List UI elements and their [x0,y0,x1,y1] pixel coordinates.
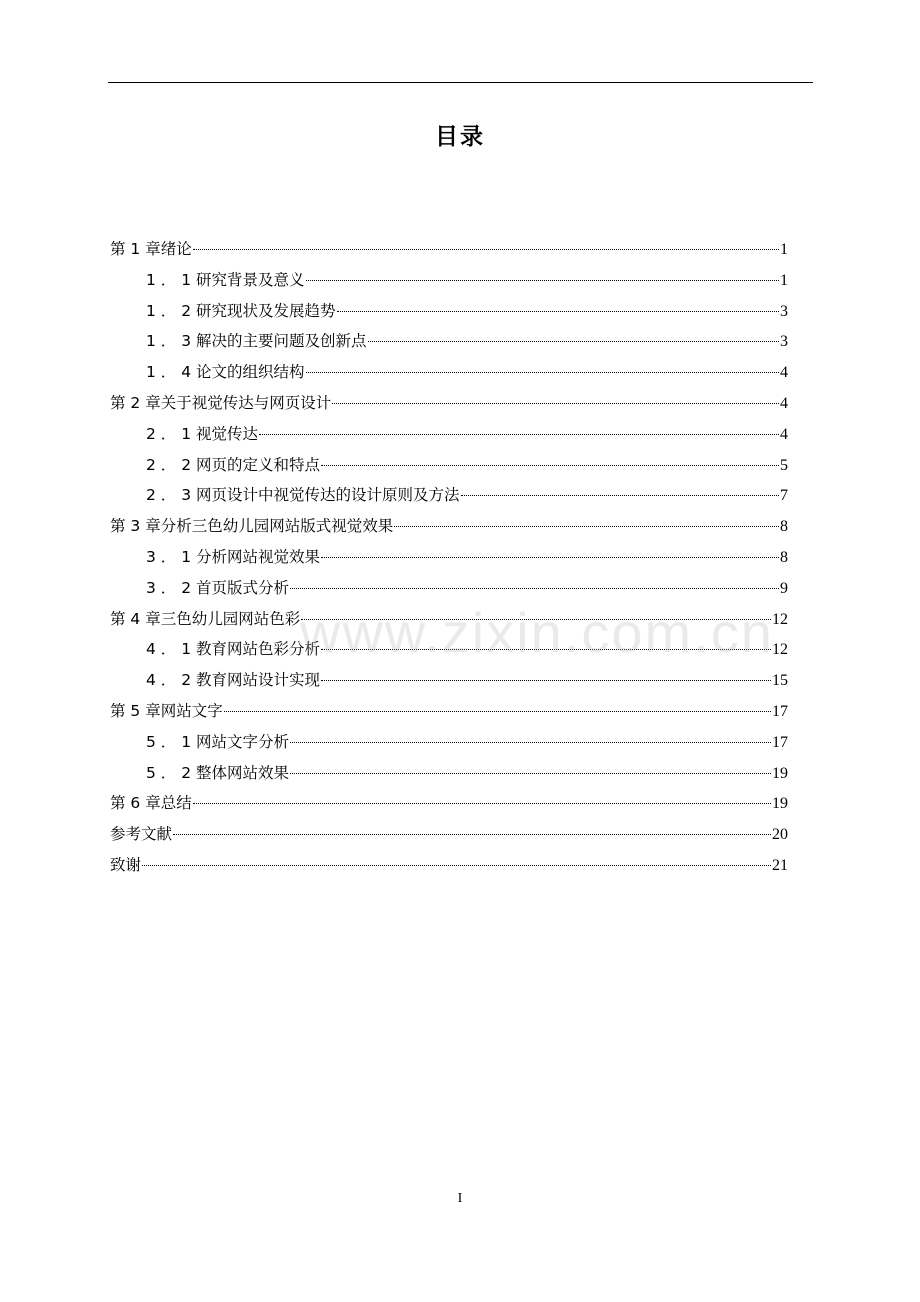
toc-dot-leader [337,311,779,312]
toc-entry[interactable] [110,480,788,511]
toc-entry-page: 15 [772,672,788,690]
toc-entry[interactable] [110,326,788,357]
toc-entry[interactable] [110,450,788,481]
toc-entry-text: 5 ． 1 网站文字分析 [146,732,290,751]
toc-entry-text: 1 ． 1 研究背景及意义 [146,270,305,289]
toc-entry[interactable] [110,357,788,388]
toc-entry-text: 4 ． 2 教育网站设计实现 [146,671,321,690]
toc-entry[interactable] [110,727,788,758]
toc-dot-leader [290,742,771,743]
toc-dot-leader [259,434,779,435]
toc-dot-leader [321,557,779,558]
toc-entry-page: 8 [780,548,788,566]
toc-entry-text: 第 5 章网站文字 [110,701,223,720]
toc-dot-leader [290,588,779,589]
toc-entry[interactable] [110,696,788,727]
toc-entry-text: 第 6 章总结 [110,794,192,813]
toc-entry-page: 8 [780,518,788,536]
toc-entry-page: 1 [780,271,788,289]
page-title: 目录 [435,124,485,150]
table-of-contents [110,234,788,881]
toc-entry-page: 1 [780,241,788,258]
toc-entry-page: 12 [772,641,788,659]
toc-entry-page: 17 [772,702,788,720]
toc-dot-leader [290,773,771,774]
toc-entry[interactable] [110,542,788,573]
toc-dot-leader [394,526,779,527]
toc-entry-page: 20 [772,826,788,844]
toc-entry[interactable] [110,758,788,789]
toc-entry-text: 参考文献 [110,825,173,844]
toc-entry[interactable] [110,634,788,665]
toc-entry-text: 1 ． 4 论文的组织结构 [146,363,305,382]
toc-dot-leader [142,865,771,866]
toc-entry-text: 4 ． 1 教育网站色彩分析 [146,640,321,659]
toc-entry-page: 19 [772,795,788,813]
toc-entry[interactable] [110,265,788,296]
toc-entry-text: 第 2 章关于视觉传达与网页设计 [110,393,332,412]
toc-entry-text: 致谢 [110,855,142,874]
toc-dot-leader [173,834,771,835]
toc-dot-leader [306,372,779,373]
toc-entry-page: 17 [772,733,788,751]
toc-entry-page: 3 [780,302,788,320]
toc-dot-leader [321,649,771,650]
toc-entry[interactable] [110,388,788,419]
toc-entry-text: 2 ． 3 网页设计中视觉传达的设计原则及方法 [146,486,460,505]
toc-entry-page: 19 [772,764,788,782]
toc-entry-page: 4 [780,394,788,412]
toc-entry-text: 1 ． 2 研究现状及发展趋势 [146,301,336,320]
toc-entry-page: 3 [780,333,788,351]
toc-entry-text: 第 4 章三色幼儿园网站色彩 [110,609,301,628]
page-number: I [457,1191,463,1206]
toc-entry[interactable] [110,511,788,542]
toc-entry[interactable] [110,419,788,450]
toc-entry-text: 3 ． 1 分析网站视觉效果 [146,547,321,566]
toc-entry[interactable] [110,296,788,327]
toc-entry-page: 4 [780,364,788,382]
toc-dot-leader [301,619,771,620]
toc-entry-page: 21 [772,856,788,874]
toc-entry-text: 5 ． 2 整体网站效果 [146,763,290,782]
toc-entry[interactable] [110,788,788,819]
toc-entry-text: 第 3 章分析三色幼儿园网站版式视觉效果 [110,517,394,536]
toc-entry-page: 5 [780,456,788,474]
toc-entry[interactable] [110,665,788,696]
toc-entry[interactable] [110,573,788,604]
toc-entry-text: 第 1 章绪论 [110,240,192,258]
header-rule [108,82,813,83]
toc-entry-page: 7 [780,487,788,505]
toc-dot-leader [368,341,779,342]
toc-dot-leader [193,249,779,250]
toc-entry-page: 9 [780,579,788,597]
toc-entry-text: 1 ． 3 解决的主要问题及创新点 [146,332,367,351]
toc-dot-leader [461,495,779,496]
toc-entry-text: 3 ． 2 首页版式分析 [146,578,290,597]
toc-entry-page: 4 [780,425,788,443]
toc-entry-text: 2 ． 1 视觉传达 [146,424,259,443]
toc-dot-leader [224,711,771,712]
toc-dot-leader [332,403,779,404]
toc-entry[interactable] [110,850,788,881]
toc-entry[interactable] [110,819,788,850]
toc-dot-leader [193,803,771,804]
toc-dot-leader [321,680,771,681]
toc-dot-leader [306,280,779,281]
watermark: www.zixin.com.cn [300,601,774,664]
toc-dot-leader [321,465,779,466]
toc-entry[interactable] [110,234,788,265]
toc-entry[interactable] [110,604,788,635]
toc-entry-page: 12 [772,610,788,628]
toc-entry-text: 2 ． 2 网页的定义和特点 [146,455,321,474]
